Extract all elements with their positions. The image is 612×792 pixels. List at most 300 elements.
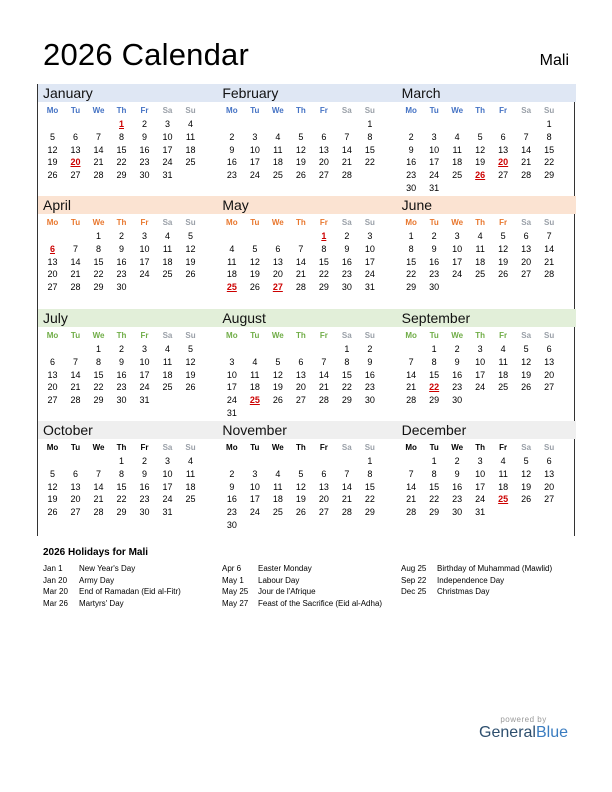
weekday-label: Fr — [140, 331, 149, 340]
day-cell: 8 — [431, 356, 437, 367]
day-cell: 10 — [364, 243, 375, 254]
weekday-label: Tu — [429, 218, 439, 227]
weekday-label: We — [451, 443, 464, 452]
day-cell: 14 — [341, 144, 352, 155]
weekday-label: Th — [295, 106, 306, 115]
day-cell: 26 — [521, 494, 532, 505]
month-name: August — [217, 309, 396, 327]
holiday-row — [43, 563, 218, 575]
day-cell: 9 — [431, 243, 437, 254]
day-cell: 23 — [226, 507, 237, 518]
weekday-label: Sa — [521, 218, 532, 227]
country-label: Mali — [539, 52, 569, 69]
day-cell: 22 — [544, 157, 555, 168]
day-cell: 10 — [249, 144, 260, 155]
day-cell: 10 — [226, 369, 237, 380]
weekday-header — [397, 104, 576, 118]
day-cell: 16 — [452, 481, 463, 492]
day-cell: 14 — [544, 243, 555, 254]
day-cell: 8 — [546, 131, 552, 142]
weekday-label: Tu — [250, 106, 260, 115]
weekday-header — [217, 216, 396, 230]
day-cell: 21 — [93, 494, 104, 505]
weekday-label: Tu — [250, 331, 260, 340]
holiday-row — [222, 586, 397, 598]
weekday-label: Su — [364, 106, 375, 115]
day-cell: 3 — [454, 231, 460, 241]
day-cell: 2 — [367, 344, 373, 354]
day-cell: 26 — [295, 507, 306, 518]
day-cell: 12 — [295, 144, 306, 155]
day-cell: 18 — [162, 369, 173, 380]
month-july — [38, 309, 217, 422]
day-cell: 25 — [272, 170, 283, 181]
day-cell: 10 — [475, 468, 486, 479]
day-cell: 24 — [475, 382, 486, 393]
day-cell: 27 — [70, 507, 81, 518]
day-cell: 25 — [185, 494, 196, 505]
day-cell: 3 — [367, 231, 373, 241]
day-cell: 22 — [93, 269, 104, 280]
day-cell: 27 — [47, 395, 58, 406]
day-cell: 16 — [139, 144, 150, 155]
day-cell: 9 — [118, 243, 124, 254]
holiday-row — [222, 575, 397, 587]
day-cell: 6 — [72, 468, 78, 479]
day-cell: 5 — [49, 131, 55, 142]
day-cell: 8 — [367, 131, 373, 142]
month-name: June — [397, 196, 576, 214]
day-cell: 29 — [544, 170, 555, 181]
weekday-label: Sa — [521, 106, 532, 115]
day-cell: 11 — [162, 243, 173, 254]
day-cell: 1 — [95, 344, 101, 354]
weekday-label: We — [92, 443, 105, 452]
day-cell: 29 — [93, 395, 104, 406]
day-cell: 22 — [364, 157, 375, 168]
day-cell: 2 — [344, 231, 350, 241]
day-cell: 10 — [475, 356, 486, 367]
day-cell: 6 — [72, 131, 78, 142]
day-cell: 21 — [341, 157, 352, 168]
day-cell: 13 — [295, 369, 306, 380]
holiday-date: Mar 26 — [43, 599, 68, 609]
day-cell: 29 — [116, 170, 127, 181]
holiday-date: Apr 6 — [222, 564, 242, 573]
weekday-label: Mo — [226, 443, 238, 452]
day-cell: 7 — [546, 231, 552, 241]
day-cell: 15 — [429, 369, 440, 380]
day-cell: 2 — [229, 468, 235, 479]
holiday-name: Feast of the Sacrifice (Eid al-Adha) — [258, 599, 383, 609]
day-cell: 9 — [229, 481, 235, 492]
weekday-header — [397, 441, 576, 455]
day-cell: 23 — [116, 269, 127, 280]
day-cell: 23 — [226, 170, 237, 181]
day-cell: 29 — [341, 395, 352, 406]
day-cell: 30 — [341, 282, 352, 293]
day-cell: 2 — [118, 231, 124, 241]
day-cell: 7 — [408, 468, 414, 479]
holiday-name: Independence Day — [437, 575, 505, 585]
day-cell: 3 — [252, 131, 258, 142]
day-cell: 6 — [275, 243, 281, 254]
day-cell: 27 — [47, 282, 58, 293]
weekday-label: Th — [475, 218, 486, 227]
weekday-label: We — [271, 218, 284, 227]
day-cell: 19 — [521, 369, 532, 380]
day-cell: 17 — [452, 256, 463, 267]
weekday-label: Tu — [70, 443, 81, 452]
day-cell: 19 — [295, 494, 306, 505]
day-cell: 12 — [47, 144, 58, 155]
day-cell: 3 — [252, 468, 258, 479]
day-cell: 2 — [431, 231, 437, 241]
day-cell: 7 — [72, 243, 78, 254]
day-cell: 15 — [544, 144, 555, 155]
day-cell: 20 — [521, 256, 532, 267]
weekday-label: Su — [364, 443, 375, 452]
day-cell: 7 — [408, 356, 414, 367]
day-cell: 24 — [475, 494, 486, 505]
weekday-label: Th — [295, 331, 306, 340]
day-cell: 4 — [500, 344, 506, 354]
day-cell: 26 — [185, 269, 196, 280]
day-cell: 22 — [406, 269, 417, 280]
day-cell: 27 — [544, 382, 555, 393]
day-cell: 5 — [298, 131, 304, 142]
day-cell: 6 — [321, 468, 327, 479]
day-cell: 5 — [275, 356, 281, 367]
day-cell: 30 — [406, 183, 417, 193]
weekday-header — [217, 104, 396, 118]
day-cell: 14 — [521, 144, 532, 155]
weekday-label: We — [451, 331, 464, 340]
day-cell: 27 — [70, 170, 81, 181]
day-cell: 21 — [521, 157, 532, 168]
day-cell: 30 — [116, 395, 127, 406]
day-cell: 8 — [321, 243, 327, 254]
day-cell: 13 — [521, 243, 532, 254]
weekday-label: Fr — [319, 443, 328, 452]
day-cell: 19 — [249, 269, 260, 280]
holiday-day-cell: 20 — [70, 157, 81, 168]
day-cell: 23 — [139, 494, 150, 505]
holiday-day-cell: 6 — [49, 243, 55, 254]
weekday-label: Su — [544, 106, 555, 115]
day-cell: 15 — [116, 144, 127, 155]
weekday-label: We — [271, 331, 284, 340]
day-cell: 28 — [406, 507, 417, 518]
day-cell: 24 — [429, 170, 440, 181]
holiday-day-cell: 25 — [226, 282, 237, 293]
weekday-label: Sa — [341, 218, 352, 227]
month-name: January — [38, 84, 217, 102]
day-cell: 16 — [341, 256, 352, 267]
day-cell: 15 — [116, 481, 127, 492]
day-cell: 29 — [116, 507, 127, 518]
day-cell: 3 — [229, 356, 235, 367]
weekday-label: Sa — [162, 443, 173, 452]
day-cell: 7 — [72, 356, 78, 367]
holiday-name: Easter Monday — [258, 564, 312, 573]
day-cell: 24 — [452, 269, 463, 280]
weekday-label: Fr — [499, 331, 508, 340]
day-cell: 26 — [498, 269, 509, 280]
day-cell: 9 — [367, 356, 373, 367]
holiday-name: New Year's Day — [79, 564, 136, 573]
holiday-column — [222, 563, 397, 610]
day-cell: 2 — [141, 119, 147, 129]
day-cell: 19 — [272, 382, 283, 393]
weekday-label: Sa — [521, 443, 532, 452]
day-cell: 8 — [118, 468, 124, 479]
day-cell: 9 — [229, 144, 235, 155]
holiday-day-cell: 25 — [249, 395, 260, 406]
day-cell: 28 — [341, 170, 352, 181]
holiday-date: Mar 20 — [43, 587, 68, 597]
day-cell: 18 — [272, 157, 283, 168]
day-cell: 1 — [408, 231, 414, 241]
day-cell: 28 — [93, 507, 104, 518]
day-cell: 28 — [70, 282, 81, 293]
day-cell: 2 — [454, 456, 460, 466]
day-cell: 18 — [498, 369, 509, 380]
day-cell: 14 — [406, 369, 417, 380]
day-cell: 3 — [164, 456, 170, 466]
weekday-label: Th — [475, 443, 486, 452]
day-cell: 5 — [523, 456, 529, 466]
day-cell: 15 — [429, 481, 440, 492]
day-cell: 10 — [162, 468, 173, 479]
day-cell: 29 — [406, 282, 417, 293]
day-cell: 12 — [295, 481, 306, 492]
day-cell: 2 — [229, 131, 235, 142]
day-cell: 24 — [139, 382, 150, 393]
day-cell: 17 — [249, 494, 260, 505]
day-cell: 4 — [164, 231, 170, 241]
day-cell: 14 — [406, 481, 417, 492]
day-cell: 2 — [141, 456, 147, 466]
holiday-column — [401, 563, 576, 598]
day-cell: 20 — [47, 382, 58, 393]
day-cell: 9 — [454, 468, 460, 479]
day-cell: 18 — [452, 157, 463, 168]
holiday-name: Jour de l'Afrique — [258, 587, 316, 597]
weekday-header — [217, 329, 396, 343]
day-cell: 5 — [477, 131, 483, 142]
day-cell: 9 — [344, 243, 350, 254]
day-cell: 11 — [273, 144, 283, 155]
month-august — [217, 309, 396, 422]
weekday-label: We — [451, 218, 464, 227]
day-cell: 15 — [341, 369, 352, 380]
weekday-label: Su — [185, 443, 196, 452]
weekday-label: Tu — [429, 443, 439, 452]
day-cell: 19 — [475, 157, 486, 168]
day-cell: 20 — [47, 269, 58, 280]
day-cell: 17 — [226, 382, 237, 393]
day-cell: 17 — [429, 157, 440, 168]
weekday-label: Mo — [405, 106, 417, 115]
day-cell: 12 — [521, 356, 532, 367]
day-cell: 9 — [118, 356, 124, 367]
day-cell: 12 — [47, 481, 58, 492]
day-cell: 22 — [93, 382, 104, 393]
weekday-label: Tu — [250, 443, 260, 452]
day-cell: 30 — [364, 395, 375, 406]
weekday-label: Sa — [341, 106, 352, 115]
weekday-label: Fr — [319, 218, 328, 227]
day-cell: 27 — [521, 269, 532, 280]
day-cell: 17 — [162, 481, 173, 492]
day-cell: 21 — [70, 269, 81, 280]
weekday-label: Th — [295, 218, 306, 227]
day-cell: 11 — [452, 144, 462, 155]
holiday-name: Labour Day — [258, 575, 300, 585]
day-cell: 26 — [185, 382, 196, 393]
day-cell: 6 — [500, 131, 506, 142]
day-cell: 29 — [93, 282, 104, 293]
day-cell: 7 — [321, 356, 327, 367]
month-february — [217, 84, 396, 197]
holiday-row — [43, 575, 218, 587]
day-cell: 24 — [364, 269, 375, 280]
month-june — [397, 196, 576, 309]
day-cell: 1 — [367, 456, 373, 466]
day-cell: 3 — [477, 456, 483, 466]
day-cell: 13 — [272, 256, 283, 267]
day-cell: 21 — [70, 382, 81, 393]
month-november — [217, 421, 396, 534]
day-cell: 13 — [47, 369, 58, 380]
day-cell: 8 — [95, 243, 101, 254]
day-cell: 7 — [95, 468, 101, 479]
day-cell: 25 — [185, 157, 196, 168]
day-cell: 16 — [226, 494, 237, 505]
day-cell: 5 — [298, 468, 304, 479]
day-cell: 30 — [226, 520, 237, 530]
day-cell: 13 — [70, 481, 81, 492]
day-cell: 27 — [318, 170, 329, 181]
day-cell: 4 — [500, 456, 506, 466]
holiday-row — [222, 598, 397, 610]
day-cell: 20 — [272, 269, 283, 280]
day-cell: 23 — [116, 382, 127, 393]
day-cell: 3 — [141, 344, 147, 354]
page-title: 2026 Calendar — [43, 37, 249, 72]
weekday-label: Mo — [405, 443, 417, 452]
day-cell: 7 — [298, 243, 304, 254]
weekday-label: Mo — [405, 331, 417, 340]
day-cell: 24 — [162, 494, 173, 505]
day-cell: 30 — [139, 170, 150, 181]
day-cell: 22 — [318, 269, 329, 280]
day-cell: 27 — [544, 494, 555, 505]
day-cell: 18 — [272, 494, 283, 505]
weekday-label: Fr — [499, 443, 508, 452]
day-cell: 11 — [475, 243, 485, 254]
day-cell: 16 — [364, 369, 375, 380]
holiday-row — [43, 586, 218, 598]
brand-blue: Blue — [535, 724, 568, 741]
day-cell: 31 — [162, 507, 173, 518]
day-cell: 18 — [162, 256, 173, 267]
day-cell: 13 — [544, 356, 555, 367]
day-cell: 12 — [249, 256, 260, 267]
day-cell: 18 — [498, 481, 509, 492]
day-cell: 14 — [70, 256, 81, 267]
day-cell: 12 — [498, 243, 509, 254]
day-cell: 17 — [475, 369, 486, 380]
day-cell: 29 — [318, 282, 329, 293]
day-cell: 7 — [523, 131, 529, 142]
day-cell: 16 — [226, 157, 237, 168]
day-cell: 4 — [275, 131, 281, 142]
weekday-label: Th — [116, 218, 127, 227]
day-cell: 31 — [475, 507, 486, 518]
day-cell: 11 — [227, 256, 237, 267]
day-cell: 13 — [70, 144, 81, 155]
day-cell: 18 — [185, 144, 196, 155]
day-cell: 22 — [364, 494, 375, 505]
holiday-name: Martyrs' Day — [79, 599, 124, 609]
day-cell: 28 — [544, 269, 555, 280]
day-cell: 31 — [162, 170, 173, 181]
day-cell: 28 — [70, 395, 81, 406]
weekday-label: Sa — [162, 218, 173, 227]
day-cell: 3 — [141, 231, 147, 241]
weekday-label: Su — [544, 218, 555, 227]
holiday-name: Birthday of Muhammad (Mawlid) — [437, 564, 553, 573]
weekday-header — [217, 441, 396, 455]
day-cell: 12 — [475, 144, 486, 155]
day-cell: 10 — [162, 131, 173, 142]
day-cell: 16 — [116, 369, 127, 380]
day-cell: 31 — [364, 282, 375, 293]
day-cell: 5 — [252, 243, 258, 254]
day-cell: 30 — [452, 507, 463, 518]
month-september — [397, 309, 576, 422]
day-cell: 5 — [500, 231, 506, 241]
weekday-label: Mo — [405, 218, 417, 227]
day-cell: 26 — [521, 382, 532, 393]
weekday-label: Tu — [250, 218, 260, 227]
day-cell: 23 — [406, 170, 417, 181]
holiday-day-cell: 25 — [498, 494, 509, 505]
day-cell: 11 — [185, 468, 196, 479]
day-cell: 14 — [93, 481, 104, 492]
day-cell: 23 — [139, 157, 150, 168]
day-cell: 30 — [116, 282, 127, 293]
day-cell: 12 — [185, 356, 196, 367]
day-cell: 23 — [452, 382, 463, 393]
month-may — [217, 196, 396, 309]
month-april — [38, 196, 217, 309]
day-cell: 6 — [321, 131, 327, 142]
day-cell: 9 — [408, 144, 414, 155]
weekday-label: Sa — [162, 331, 173, 340]
holiday-day-cell: 1 — [118, 119, 124, 129]
day-cell: 2 — [408, 131, 414, 142]
day-cell: 24 — [226, 395, 237, 406]
holiday-row — [401, 575, 576, 587]
weekday-header — [38, 216, 217, 230]
day-cell: 4 — [187, 119, 193, 129]
day-cell: 30 — [452, 395, 463, 406]
day-cell: 28 — [93, 170, 104, 181]
day-cell: 5 — [187, 231, 193, 241]
